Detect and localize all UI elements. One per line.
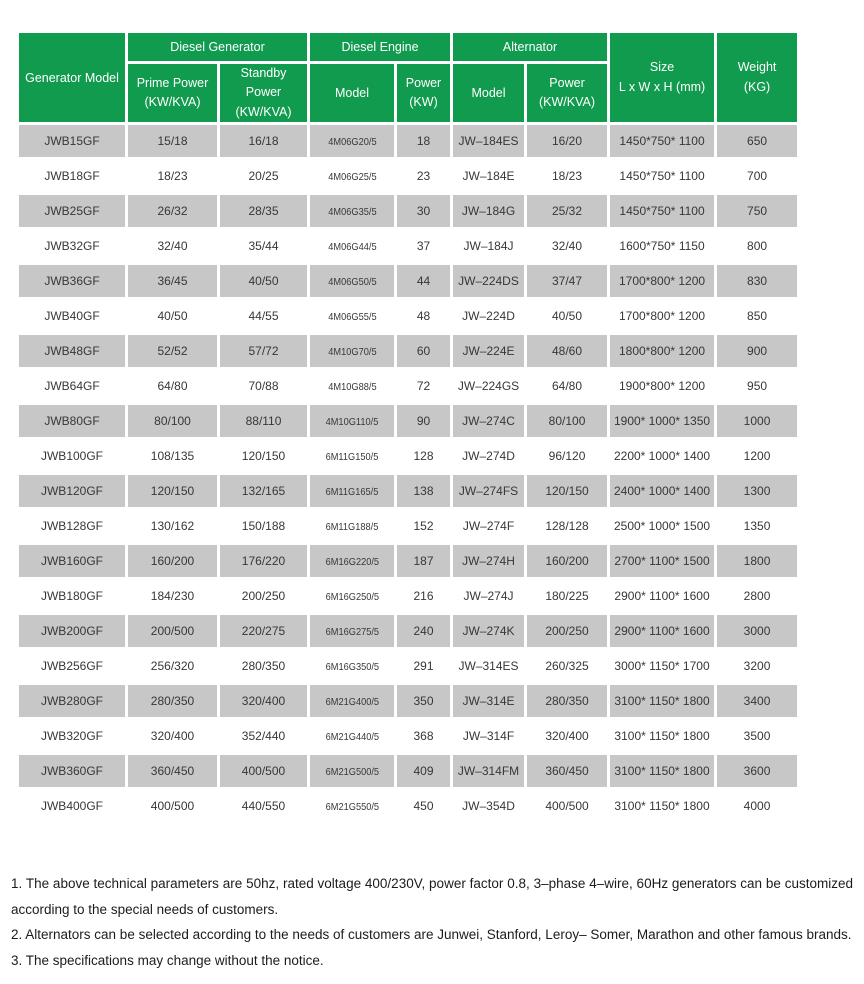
cell-alt-power: 48/60: [527, 335, 607, 367]
header-engine-power: [397, 64, 450, 122]
cell-alt-power: 400/500: [527, 790, 607, 822]
cell-size: 1450*750* 1100: [610, 195, 714, 227]
cell-size: 3100* 1150* 1800: [610, 720, 714, 752]
cell-engine-model: [310, 615, 394, 647]
cell-model: JWB320GF: [19, 720, 125, 752]
header-standby-power-line1: Standby Power: [240, 66, 287, 100]
cell-engine-power: 37: [397, 230, 450, 262]
cell-alt-power: 80/100: [527, 405, 607, 437]
cell-prime: 80/100: [128, 405, 217, 437]
cell-alt-model: JW–354D: [453, 790, 524, 822]
cell-size: 3000* 1150* 1700: [610, 650, 714, 682]
cell-standby: 28/35: [220, 195, 307, 227]
header-prime-power-line2: (KW/KVA): [144, 95, 201, 110]
engine-model-text: 4M10G110/5: [325, 416, 379, 429]
engine-model-text: 6M21G440/5: [325, 731, 379, 744]
table-row: [19, 755, 797, 787]
cell-weight: 750: [717, 195, 797, 227]
cell-standby: 132/165: [220, 475, 307, 507]
cell-size: 1800*800* 1200: [610, 335, 714, 367]
table-row: [19, 615, 797, 647]
cell-engine-power: 72: [397, 370, 450, 402]
header-weight-line2: (KG): [743, 79, 771, 94]
header-prime-power: [128, 64, 217, 122]
cell-weight: 830: [717, 265, 797, 297]
cell-engine-power: 48: [397, 300, 450, 332]
cell-weight: 1300: [717, 475, 797, 507]
cell-engine-power: 44: [397, 265, 450, 297]
cell-prime: 160/200: [128, 545, 217, 577]
cell-weight: 850: [717, 300, 797, 332]
engine-model-text: 4M10G70/5: [327, 346, 377, 359]
table-row: [19, 125, 797, 157]
cell-prime: 64/80: [128, 370, 217, 402]
engine-model-text: 6M11G150/5: [325, 451, 379, 464]
cell-engine-model: [310, 265, 394, 297]
cell-standby: 280/350: [220, 650, 307, 682]
header-group-alternator: Alternator: [453, 33, 607, 61]
cell-model: JWB25GF: [19, 195, 125, 227]
cell-model: JWB360GF: [19, 755, 125, 787]
cell-engine-model: [310, 230, 394, 262]
table-row: [19, 230, 797, 262]
cell-standby: 57/72: [220, 335, 307, 367]
cell-standby: 150/188: [220, 510, 307, 542]
cell-model: JWB48GF: [19, 335, 125, 367]
cell-engine-power: 216: [397, 580, 450, 612]
cell-engine-power: 128: [397, 440, 450, 472]
cell-prime: 26/32: [128, 195, 217, 227]
cell-size: 2900* 1100* 1600: [610, 580, 714, 612]
cell-engine-power: 187: [397, 545, 450, 577]
cell-size: 2900* 1100* 1600: [610, 615, 714, 647]
cell-engine-power: 291: [397, 650, 450, 682]
cell-weight: 3500: [717, 720, 797, 752]
cell-model: JWB64GF: [19, 370, 125, 402]
cell-size: 1900*800* 1200: [610, 370, 714, 402]
cell-weight: 800: [717, 230, 797, 262]
engine-model-text: 6M21G400/5: [325, 696, 379, 709]
cell-alt-model: JW–314ES: [453, 650, 524, 682]
engine-model-text: 4M06G35/5: [327, 206, 377, 219]
cell-engine-model: [310, 755, 394, 787]
cell-engine-model: [310, 300, 394, 332]
cell-size: 1700*800* 1200: [610, 265, 714, 297]
cell-weight: 650: [717, 125, 797, 157]
cell-prime: 400/500: [128, 790, 217, 822]
cell-model: JWB32GF: [19, 230, 125, 262]
engine-model-text: 4M06G25/5: [327, 171, 377, 184]
cell-prime: 360/450: [128, 755, 217, 787]
header-engine-model: Model: [310, 64, 394, 122]
table-row: [19, 160, 797, 192]
cell-alt-model: JW–184E: [453, 160, 524, 192]
cell-weight: 950: [717, 370, 797, 402]
cell-engine-power: 350: [397, 685, 450, 717]
cell-weight: 900: [717, 335, 797, 367]
cell-prime: 40/50: [128, 300, 217, 332]
cell-size: 1900* 1000* 1350: [610, 405, 714, 437]
cell-alt-model: JW–224D: [453, 300, 524, 332]
cell-alt-model: JW–224GS: [453, 370, 524, 402]
cell-alt-model: JW–274D: [453, 440, 524, 472]
header-group-diesel-engine: Diesel Engine: [310, 33, 450, 61]
engine-model-text: 6M11G188/5: [325, 521, 379, 534]
cell-prime: 32/40: [128, 230, 217, 262]
cell-alt-model: JW–224E: [453, 335, 524, 367]
cell-weight: 1200: [717, 440, 797, 472]
spec-sheet-page: [0, 30, 864, 984]
cell-standby: 44/55: [220, 300, 307, 332]
cell-engine-power: 138: [397, 475, 450, 507]
table-row: [19, 195, 797, 227]
cell-standby: 120/150: [220, 440, 307, 472]
header-alternator-model: Model: [453, 64, 524, 122]
cell-engine-model: [310, 685, 394, 717]
cell-alt-power: 128/128: [527, 510, 607, 542]
cell-weight: 1800: [717, 545, 797, 577]
header-group-diesel-generator: Diesel Generator: [128, 33, 307, 61]
cell-prime: 120/150: [128, 475, 217, 507]
cell-size: 2700* 1100* 1500: [610, 545, 714, 577]
footnotes: [11, 871, 853, 974]
table-row: [19, 685, 797, 717]
cell-model: JWB128GF: [19, 510, 125, 542]
engine-model-text: 6M16G220/5: [325, 556, 379, 569]
engine-model-text: 6M16G350/5: [325, 661, 379, 674]
cell-model: JWB100GF: [19, 440, 125, 472]
engine-model-text: 6M21G500/5: [325, 766, 379, 779]
footnote-2: 2. Alternators can be selected according to the needs of customers are Junwei, Stanford, Leroy– Somer, Marathon and other famous brands.: [11, 927, 852, 943]
engine-model-text: 6M11G165/5: [325, 486, 379, 499]
header-alternator-power: [527, 64, 607, 122]
cell-engine-model: [310, 440, 394, 472]
cell-model: JWB280GF: [19, 685, 125, 717]
header-weight: [717, 33, 797, 122]
cell-alt-power: 18/23: [527, 160, 607, 192]
cell-weight: 2800: [717, 580, 797, 612]
cell-standby: 352/440: [220, 720, 307, 752]
cell-model: JWB40GF: [19, 300, 125, 332]
cell-standby: 440/550: [220, 790, 307, 822]
cell-weight: 4000: [717, 790, 797, 822]
header-engine-power-line1: Power: [405, 75, 442, 90]
engine-model-text: 4M06G20/5: [327, 136, 377, 149]
cell-engine-power: 23: [397, 160, 450, 192]
engine-model-text: 6M21G550/5: [325, 801, 379, 814]
cell-size: 3100* 1150* 1800: [610, 790, 714, 822]
cell-standby: 35/44: [220, 230, 307, 262]
cell-size: 2400* 1000* 1400: [610, 475, 714, 507]
table-row: [19, 440, 797, 472]
cell-engine-power: 30: [397, 195, 450, 227]
cell-size: 1450*750* 1100: [610, 160, 714, 192]
cell-model: JWB80GF: [19, 405, 125, 437]
engine-model-text: 4M06G44/5: [327, 241, 377, 254]
cell-alt-power: 120/150: [527, 475, 607, 507]
header-size-line1: Size: [649, 60, 675, 75]
cell-weight: 3000: [717, 615, 797, 647]
cell-model: JWB400GF: [19, 790, 125, 822]
cell-alt-power: 360/450: [527, 755, 607, 787]
cell-prime: 18/23: [128, 160, 217, 192]
cell-engine-power: 450: [397, 790, 450, 822]
cell-standby: 88/110: [220, 405, 307, 437]
table-row: [19, 580, 797, 612]
cell-alt-power: 260/325: [527, 650, 607, 682]
cell-standby: 16/18: [220, 125, 307, 157]
cell-weight: 3400: [717, 685, 797, 717]
cell-alt-model: JW–184G: [453, 195, 524, 227]
cell-engine-power: 409: [397, 755, 450, 787]
cell-alt-model: JW–314F: [453, 720, 524, 752]
cell-size: 3100* 1150* 1800: [610, 755, 714, 787]
cell-size: 2500* 1000* 1500: [610, 510, 714, 542]
cell-weight: 3200: [717, 650, 797, 682]
cell-alt-power: 25/32: [527, 195, 607, 227]
engine-model-text: 6M16G250/5: [325, 591, 379, 604]
cell-engine-model: [310, 195, 394, 227]
cell-engine-model: [310, 125, 394, 157]
engine-model-text: 4M06G50/5: [327, 276, 377, 289]
footnote-1: 1. The above technical parameters are 50hz, rated voltage 400/230V, power factor 0.8, 3–phase 4–wire, 60Hz generators can be customized according to the special needs of customers.: [11, 876, 853, 917]
spec-table-body: [19, 125, 797, 822]
cell-engine-power: 240: [397, 615, 450, 647]
table-row: [19, 300, 797, 332]
header-weight-line1: Weight: [737, 60, 777, 75]
table-row: [19, 335, 797, 367]
cell-size: 3100* 1150* 1800: [610, 685, 714, 717]
cell-alt-power: 40/50: [527, 300, 607, 332]
cell-engine-model: [310, 335, 394, 367]
cell-prime: 280/350: [128, 685, 217, 717]
cell-model: JWB120GF: [19, 475, 125, 507]
table-row: [19, 790, 797, 822]
header-group-row: [19, 33, 797, 61]
cell-prime: 108/135: [128, 440, 217, 472]
cell-alt-model: JW–274FS: [453, 475, 524, 507]
cell-engine-power: 18: [397, 125, 450, 157]
cell-prime: 256/320: [128, 650, 217, 682]
cell-weight: 1350: [717, 510, 797, 542]
cell-alt-power: 96/120: [527, 440, 607, 472]
cell-standby: 40/50: [220, 265, 307, 297]
cell-prime: 52/52: [128, 335, 217, 367]
cell-alt-power: 32/40: [527, 230, 607, 262]
cell-alt-model: JW–224DS: [453, 265, 524, 297]
cell-engine-model: [310, 160, 394, 192]
cell-alt-model: JW–314E: [453, 685, 524, 717]
cell-alt-power: 37/47: [527, 265, 607, 297]
footnote-3: 3. The specifications may change without the notice.: [11, 953, 324, 969]
header-alternator-power-line1: Power: [549, 75, 585, 90]
cell-weight: 3600: [717, 755, 797, 787]
header-generator-model: Generator Model: [19, 33, 125, 122]
table-header: [19, 33, 797, 122]
table-row: [19, 265, 797, 297]
cell-engine-model: [310, 545, 394, 577]
engine-model-text: 4M06G55/5: [327, 311, 377, 324]
cell-size: 2200* 1000* 1400: [610, 440, 714, 472]
cell-standby: 220/275: [220, 615, 307, 647]
cell-engine-power: 90: [397, 405, 450, 437]
cell-prime: 130/162: [128, 510, 217, 542]
cell-model: JWB200GF: [19, 615, 125, 647]
cell-alt-model: JW–184J: [453, 230, 524, 262]
header-engine-power-line2: (KW): [409, 95, 438, 110]
cell-engine-model: [310, 720, 394, 752]
cell-alt-power: 64/80: [527, 370, 607, 402]
cell-alt-power: 180/225: [527, 580, 607, 612]
cell-engine-model: [310, 510, 394, 542]
table-row: [19, 475, 797, 507]
cell-model: JWB18GF: [19, 160, 125, 192]
cell-standby: 20/25: [220, 160, 307, 192]
header-size: [610, 33, 714, 122]
cell-size: 1450*750* 1100: [610, 125, 714, 157]
cell-alt-model: JW–274H: [453, 545, 524, 577]
cell-standby: 400/500: [220, 755, 307, 787]
table-row: [19, 650, 797, 682]
cell-weight: 1000: [717, 405, 797, 437]
cell-alt-model: JW–274J: [453, 580, 524, 612]
cell-size: 1700*800* 1200: [610, 300, 714, 332]
cell-alt-model: JW–274C: [453, 405, 524, 437]
cell-alt-model: JW–314FM: [453, 755, 524, 787]
cell-alt-power: 320/400: [527, 720, 607, 752]
cell-model: JWB256GF: [19, 650, 125, 682]
cell-engine-power: 368: [397, 720, 450, 752]
table-row: [19, 510, 797, 542]
header-alternator-power-line2: (KW/KVA): [539, 95, 596, 110]
cell-prime: 200/500: [128, 615, 217, 647]
table-row: [19, 545, 797, 577]
table-row: [19, 720, 797, 752]
table-row: [19, 405, 797, 437]
cell-model: JWB160GF: [19, 545, 125, 577]
cell-engine-model: [310, 790, 394, 822]
engine-model-text: 6M16G275/5: [325, 626, 379, 639]
header-size-line2: L x W x H (mm): [618, 79, 706, 94]
cell-alt-power: 160/200: [527, 545, 607, 577]
cell-model: JWB36GF: [19, 265, 125, 297]
cell-standby: 176/220: [220, 545, 307, 577]
cell-engine-model: [310, 580, 394, 612]
cell-size: 1600*750* 1150: [610, 230, 714, 262]
cell-engine-power: 60: [397, 335, 450, 367]
cell-engine-power: 152: [397, 510, 450, 542]
cell-engine-model: [310, 370, 394, 402]
cell-alt-model: JW–184ES: [453, 125, 524, 157]
cell-alt-power: 280/350: [527, 685, 607, 717]
cell-prime: 36/45: [128, 265, 217, 297]
cell-standby: 200/250: [220, 580, 307, 612]
cell-standby: 320/400: [220, 685, 307, 717]
header-standby-power-line2: (KW/KVA): [235, 104, 292, 119]
table-row: [19, 370, 797, 402]
cell-prime: 184/230: [128, 580, 217, 612]
cell-alt-model: JW–274F: [453, 510, 524, 542]
cell-model: JWB180GF: [19, 580, 125, 612]
cell-engine-model: [310, 475, 394, 507]
header-standby-power: [220, 64, 307, 122]
generator-spec-table: [16, 30, 800, 825]
cell-prime: 320/400: [128, 720, 217, 752]
cell-alt-power: 16/20: [527, 125, 607, 157]
cell-weight: 700: [717, 160, 797, 192]
cell-engine-model: [310, 650, 394, 682]
cell-model: JWB15GF: [19, 125, 125, 157]
header-prime-power-line1: Prime Power: [136, 75, 209, 90]
cell-standby: 70/88: [220, 370, 307, 402]
engine-model-text: 4M10G88/5: [327, 381, 377, 394]
cell-alt-model: JW–274K: [453, 615, 524, 647]
cell-prime: 15/18: [128, 125, 217, 157]
cell-engine-model: [310, 405, 394, 437]
cell-alt-power: 200/250: [527, 615, 607, 647]
